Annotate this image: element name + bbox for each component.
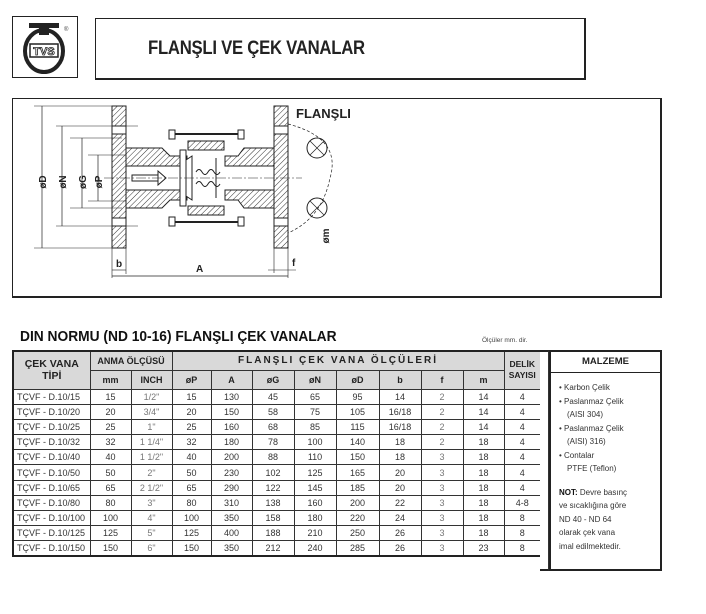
cell-b: 24 [379, 511, 421, 526]
dim-label-P: øP [94, 175, 105, 189]
dim-label-N: øN [58, 175, 69, 189]
cell-holes: 8 [504, 541, 541, 556]
cell-p: 100 [172, 511, 211, 526]
cell-mm: 15 [90, 389, 131, 404]
cell-m: 18 [463, 450, 504, 465]
header-type: ÇEK VANA TİPİ [13, 351, 90, 389]
cell-d: 105 [336, 404, 379, 419]
dim-label-m: øm [321, 228, 332, 244]
material-item: • Karbon Çelik [559, 383, 610, 392]
cell-mm: 150 [90, 541, 131, 556]
cell-d: 115 [336, 419, 379, 434]
cell-holes: 4 [504, 404, 541, 419]
cell-a: 150 [211, 404, 252, 419]
cell-g: 188 [252, 526, 294, 541]
cell-m: 14 [463, 419, 504, 434]
header-nominal-size: ANMA ÖLÇÜSÜ [90, 351, 172, 370]
cell-m: 14 [463, 404, 504, 419]
cell-mm: 65 [90, 480, 131, 495]
table-row [13, 541, 541, 556]
cell-d: 165 [336, 465, 379, 480]
cell-a: 130 [211, 389, 252, 404]
cell-m: 14 [463, 389, 504, 404]
cell-m: 18 [463, 526, 504, 541]
cell-mm: 25 [90, 419, 131, 434]
col-f: f [421, 370, 463, 389]
cell-g: 158 [252, 511, 294, 526]
cell-g: 212 [252, 541, 294, 556]
dim-label-A: A [196, 264, 204, 275]
cell-inch: 2" [131, 465, 172, 480]
col-mm: mm [90, 370, 131, 389]
cell-n: 85 [294, 419, 336, 434]
cell-p: 20 [172, 404, 211, 419]
cell-p: 25 [172, 419, 211, 434]
cell-d: 95 [336, 389, 379, 404]
material-list [551, 373, 660, 476]
cell-mm: 50 [90, 465, 131, 480]
cell-m: 18 [463, 480, 504, 495]
cell-b: 16/18 [379, 419, 421, 434]
cell-n: 145 [294, 480, 336, 495]
cell-holes: 4 [504, 419, 541, 434]
cell-inch: 3" [131, 495, 172, 510]
cell-p: 32 [172, 435, 211, 450]
dim-label-f: f [292, 258, 296, 269]
cell-type: TÇVF - D.10/20 [13, 404, 90, 419]
cell-b: 20 [379, 480, 421, 495]
cell-d: 200 [336, 495, 379, 510]
cell-holes: 4 [504, 435, 541, 450]
cell-f: 2 [421, 389, 463, 404]
cell-n: 100 [294, 435, 336, 450]
cell-p: 15 [172, 389, 211, 404]
diagram-title: FLANŞLI [296, 106, 351, 121]
dim-label-D: øD [38, 175, 49, 189]
col-b: b [379, 370, 421, 389]
cell-n: 65 [294, 389, 336, 404]
cell-g: 88 [252, 450, 294, 465]
cell-type: TÇVF - D.10/125 [13, 526, 90, 541]
table-row [13, 511, 541, 526]
cell-b: 26 [379, 541, 421, 556]
cell-g: 68 [252, 419, 294, 434]
material-title: MALZEME [551, 352, 660, 373]
cell-a: 290 [211, 480, 252, 495]
section-title: DIN NORMU (ND 10-16) FLANŞLI ÇEK VANALAR [20, 329, 337, 345]
cell-b: 14 [379, 389, 421, 404]
cell-holes: 4-8 [504, 495, 541, 510]
col-N: øN [294, 370, 336, 389]
cell-b: 16/18 [379, 404, 421, 419]
cell-b: 18 [379, 435, 421, 450]
cell-type: TÇVF - D.10/25 [13, 419, 90, 434]
header-hole-count: DELİK SAYISI [504, 351, 541, 389]
cell-n: 75 [294, 404, 336, 419]
dim-label-b: b [116, 259, 123, 270]
cell-a: 180 [211, 435, 252, 450]
cell-p: 80 [172, 495, 211, 510]
cell-g: 102 [252, 465, 294, 480]
cell-f: 3 [421, 480, 463, 495]
cell-f: 3 [421, 465, 463, 480]
col-D: øD [336, 370, 379, 389]
cell-f: 3 [421, 541, 463, 556]
cell-f: 2 [421, 435, 463, 450]
cell-mm: 40 [90, 450, 131, 465]
cell-type: TÇVF - D.10/50 [13, 465, 90, 480]
svg-text:®: ® [64, 27, 69, 33]
cell-a: 310 [211, 495, 252, 510]
cell-holes: 8 [504, 511, 541, 526]
cell-f: 2 [421, 404, 463, 419]
cell-holes: 4 [504, 480, 541, 495]
cell-f: 2 [421, 419, 463, 434]
cell-p: 125 [172, 526, 211, 541]
cell-d: 250 [336, 526, 379, 541]
cell-a: 350 [211, 511, 252, 526]
title-box [95, 18, 586, 80]
cell-m: 18 [463, 511, 504, 526]
cell-p: 50 [172, 465, 211, 480]
cell-n: 160 [294, 495, 336, 510]
material-item: • Paslanmaz Çelik (AISI 304) [559, 396, 624, 419]
cell-inch: 1 1/4" [131, 435, 172, 450]
cell-g: 58 [252, 404, 294, 419]
cell-n: 210 [294, 526, 336, 541]
col-G: øG [252, 370, 294, 389]
col-P: øP [172, 370, 211, 389]
cell-b: 20 [379, 465, 421, 480]
cell-holes: 4 [504, 450, 541, 465]
table-row [13, 389, 541, 404]
table-row [13, 419, 541, 434]
table-row [13, 450, 541, 465]
cell-a: 200 [211, 450, 252, 465]
cell-f: 3 [421, 511, 463, 526]
material-note: NOT: Devre basınç ve sıcaklığına göre ND 40 - ND 64 olarak çek vana imal edilmektedir. [559, 487, 628, 551]
material-item: • Paslanmaz Çelik (AISI) 316) [559, 423, 624, 446]
cell-d: 185 [336, 480, 379, 495]
cell-holes: 4 [504, 465, 541, 480]
cell-n: 240 [294, 541, 336, 556]
cell-g: 78 [252, 435, 294, 450]
cell-b: 22 [379, 495, 421, 510]
cell-n: 180 [294, 511, 336, 526]
cell-d: 140 [336, 435, 379, 450]
company-logo [12, 16, 78, 78]
dim-label-G: øG [78, 175, 89, 189]
cell-a: 350 [211, 541, 252, 556]
cell-d: 285 [336, 541, 379, 556]
cell-holes: 4 [504, 389, 541, 404]
cell-g: 45 [252, 389, 294, 404]
cell-b: 18 [379, 450, 421, 465]
cell-a: 160 [211, 419, 252, 434]
cell-d: 150 [336, 450, 379, 465]
svg-text:TVS: TVS [33, 46, 55, 58]
cell-p: 40 [172, 450, 211, 465]
cell-inch: 6" [131, 541, 172, 556]
cell-mm: 80 [90, 495, 131, 510]
table-row [13, 526, 541, 541]
cell-a: 230 [211, 465, 252, 480]
cell-m: 18 [463, 435, 504, 450]
cell-g: 122 [252, 480, 294, 495]
cell-type: TÇVF - D.10/150 [13, 541, 90, 556]
cell-f: 3 [421, 526, 463, 541]
table-row [13, 465, 541, 480]
table-spacer [540, 350, 549, 571]
cell-f: 3 [421, 495, 463, 510]
cell-inch: 1/2" [131, 389, 172, 404]
cell-m: 18 [463, 495, 504, 510]
cell-type: TÇVF - D.10/40 [13, 450, 90, 465]
cell-n: 125 [294, 465, 336, 480]
material-item: • Contalar PTFE (Teflon) [559, 450, 617, 473]
col-A: A [211, 370, 252, 389]
flanged-check-valve-drawing [12, 98, 662, 298]
cell-f: 3 [421, 450, 463, 465]
cell-type: TÇVF - D.10/32 [13, 435, 90, 450]
cell-d: 220 [336, 511, 379, 526]
cell-mm: 100 [90, 511, 131, 526]
cell-inch: 3/4" [131, 404, 172, 419]
cell-holes: 8 [504, 526, 541, 541]
page-title: FLANŞLI VE ÇEK VANALAR [148, 38, 365, 59]
material-panel [549, 350, 662, 571]
cell-a: 400 [211, 526, 252, 541]
col-m: m [463, 370, 504, 389]
cell-g: 138 [252, 495, 294, 510]
cell-inch: 1 1/2" [131, 450, 172, 465]
cell-mm: 32 [90, 435, 131, 450]
cell-m: 23 [463, 541, 504, 556]
cell-type: TÇVF - D.10/65 [13, 480, 90, 495]
spec-table [12, 350, 542, 557]
cell-inch: 2 1/2" [131, 480, 172, 495]
cell-type: TÇVF - D.10/100 [13, 511, 90, 526]
col-inch: INCH [131, 370, 172, 389]
table-row [13, 404, 541, 419]
cell-m: 18 [463, 465, 504, 480]
header-dimensions: FLANŞLI ÇEK VANA ÖLÇÜLERİ [172, 351, 504, 370]
cell-inch: 5" [131, 526, 172, 541]
cell-inch: 4" [131, 511, 172, 526]
cell-mm: 20 [90, 404, 131, 419]
cell-type: TÇVF - D.10/15 [13, 389, 90, 404]
table-row [13, 495, 541, 510]
cell-n: 110 [294, 450, 336, 465]
cell-inch: 1" [131, 419, 172, 434]
cell-type: TÇVF - D.10/80 [13, 495, 90, 510]
table-row [13, 480, 541, 495]
units-note: Ölçüler mm. dir. [482, 337, 528, 344]
cell-mm: 125 [90, 526, 131, 541]
cell-p: 65 [172, 480, 211, 495]
cell-b: 26 [379, 526, 421, 541]
tvs-logo-icon [13, 17, 76, 76]
cell-p: 150 [172, 541, 211, 556]
table-row [13, 435, 541, 450]
